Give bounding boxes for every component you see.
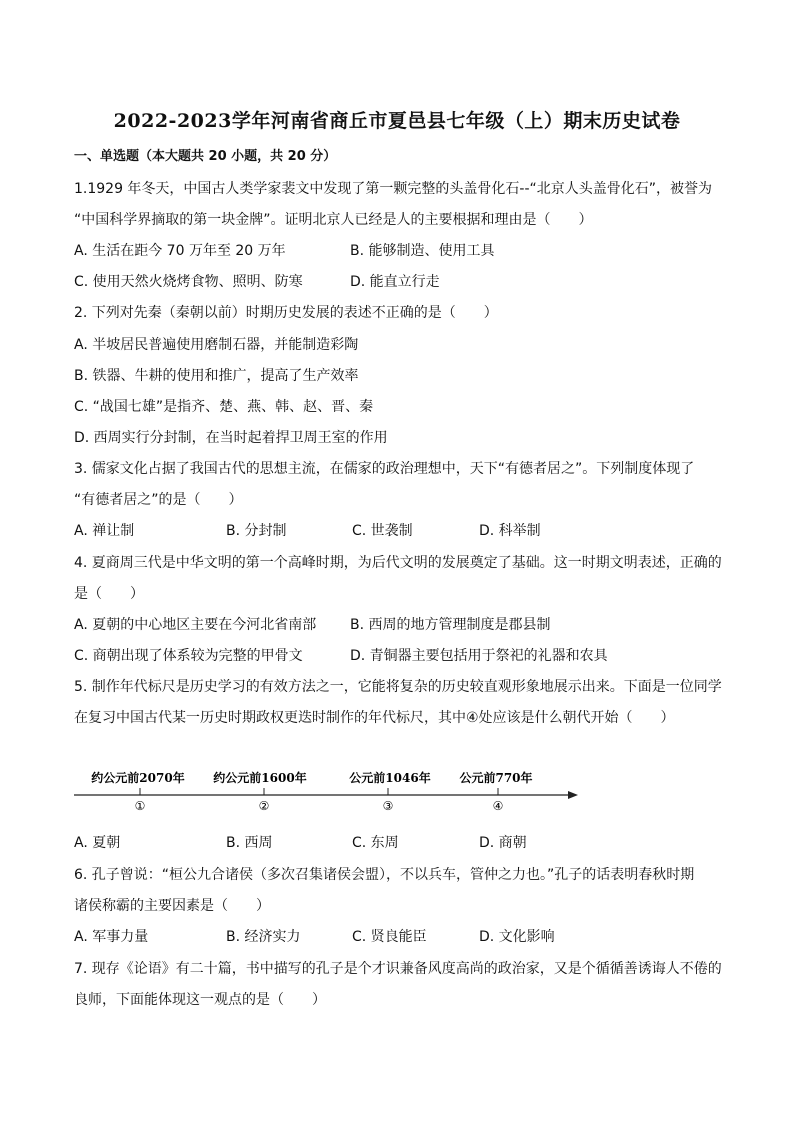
timeline-marker-3: ③ [382, 799, 394, 813]
q4-stem-line1: 4. 夏商周三代是中华文明的第一个高峰时期，为后代文明的发展奠定了基础。这一时期文明表述，正确的 [74, 555, 722, 571]
q6-option-b: B. 经济实力 [226, 929, 301, 945]
timeline-label-1: 约公元前2070年 [91, 771, 185, 785]
timeline-label-4: 公元前770年 [459, 771, 533, 785]
q1-stem-line2: “中国科学界摘取的第一块金牌”。证明北京人已经是人的主要根据和理由是（ ） [74, 212, 593, 228]
q4-option-c: C. 商朝出现了体系较为完整的甲骨文 [74, 648, 303, 664]
q6-stem-line1: 6. 孔子曾说：“桓公九合诸侯（多次召集诸侯会盟），不以兵车，管仲之力也。”孔子的话表明春秋时期 [74, 867, 695, 883]
q3-option-b: B. 分封制 [226, 523, 287, 539]
q3-stem-line2: “有德者居之”的是（ ） [74, 492, 243, 508]
timeline-marker-2: ② [258, 799, 270, 813]
section-heading: 一、单选题（本大题共 20 小题，共 20 分） [74, 149, 337, 164]
q1-option-c: C. 使用天然火烧烤食物、照明、防寒 [74, 274, 303, 290]
q4-stem-line2: 是（ ） [74, 586, 144, 602]
q3-option-d: D. 科举制 [479, 523, 541, 539]
q5-option-a: A. 夏朝 [74, 835, 121, 851]
q1-stem-line1: 1.1929 年冬天，中国古人类学家裴文中发现了第一颗完整的头盖骨化石--“北京人头盖骨化石”，被誉为 [74, 181, 713, 197]
q5-option-b: B. 西周 [226, 835, 273, 851]
timeline-arrow [568, 791, 578, 799]
q3-option-a: A. 禅让制 [74, 523, 135, 539]
q5-option-d: D. 商朝 [479, 835, 527, 851]
q6-option-a: A. 军事力量 [74, 929, 149, 945]
timeline-marker-4: ④ [492, 799, 504, 813]
q5-stem-line2: 在复习中国古代某一历史时期政权更迭时制作的年代标尺，其中④处应该是什么朝代开始（ ） [74, 710, 675, 726]
timeline-marker-1: ① [134, 799, 146, 813]
q5-option-c: C. 东周 [352, 835, 399, 851]
q2-option-d: D. 西周实行分封制，在当时起着捍卫周王室的作用 [74, 430, 388, 446]
page-title: 2022-2023学年河南省商丘市夏邑县七年级（上）期末历史试卷 [113, 110, 681, 132]
q4-option-a: A. 夏朝的中心地区主要在今河北省南部 [74, 617, 317, 633]
timeline-label-3: 公元前1046年 [349, 771, 431, 785]
q4-option-b: B. 西周的地方管理制度是郡县制 [350, 617, 551, 633]
q2-option-c: C. “战国七雄”是指齐、楚、燕、韩、赵、晋、秦 [74, 399, 374, 415]
q2-option-b: B. 铁器、牛耕的使用和推广，提高了生产效率 [74, 368, 359, 384]
q1-option-a: A. 生活在距今 70 万年至 20 万年 [74, 243, 286, 259]
q7-stem-line1: 7. 现存《论语》有二十篇，书中描写的孔子是个才识兼备风度高尚的政治家，又是个循循善诱诲人不倦的 [74, 961, 722, 977]
q7-stem-line2: 良师，下面能体现这一观点的是（ ） [74, 992, 326, 1008]
q6-stem-line2: 诸侯称霸的主要因素是（ ） [74, 898, 270, 914]
q5-stem-line1: 5. 制作年代标尺是历史学习的有效方法之一，它能将复杂的历史较直观形象地展示出来。下面是一位同学 [74, 679, 722, 695]
timeline-label-2: 约公元前1600年 [213, 771, 307, 785]
q6-option-d: D. 文化影响 [479, 929, 555, 945]
q1-option-d: D. 能直立行走 [350, 274, 440, 290]
q4-option-d: D. 青铜器主要包括用于祭祀的礼器和农具 [350, 648, 608, 664]
q1-option-b: B. 能够制造、使用工具 [350, 243, 495, 259]
q6-option-c: C. 贤良能臣 [352, 929, 427, 945]
q3-option-c: C. 世袭制 [352, 523, 413, 539]
timeline-diagram [74, 768, 584, 818]
q2-stem-line1: 2. 下列对先秦（秦朝以前）时期历史发展的表述不正确的是（ ） [74, 305, 498, 321]
q3-stem-line1: 3. 儒家文化占据了我国古代的思想主流，在儒家的政治理想中，天下“有德者居之”。下列制度体现了 [74, 461, 695, 477]
q2-option-a: A. 半坡居民普遍使用磨制石器，并能制造彩陶 [74, 337, 359, 353]
